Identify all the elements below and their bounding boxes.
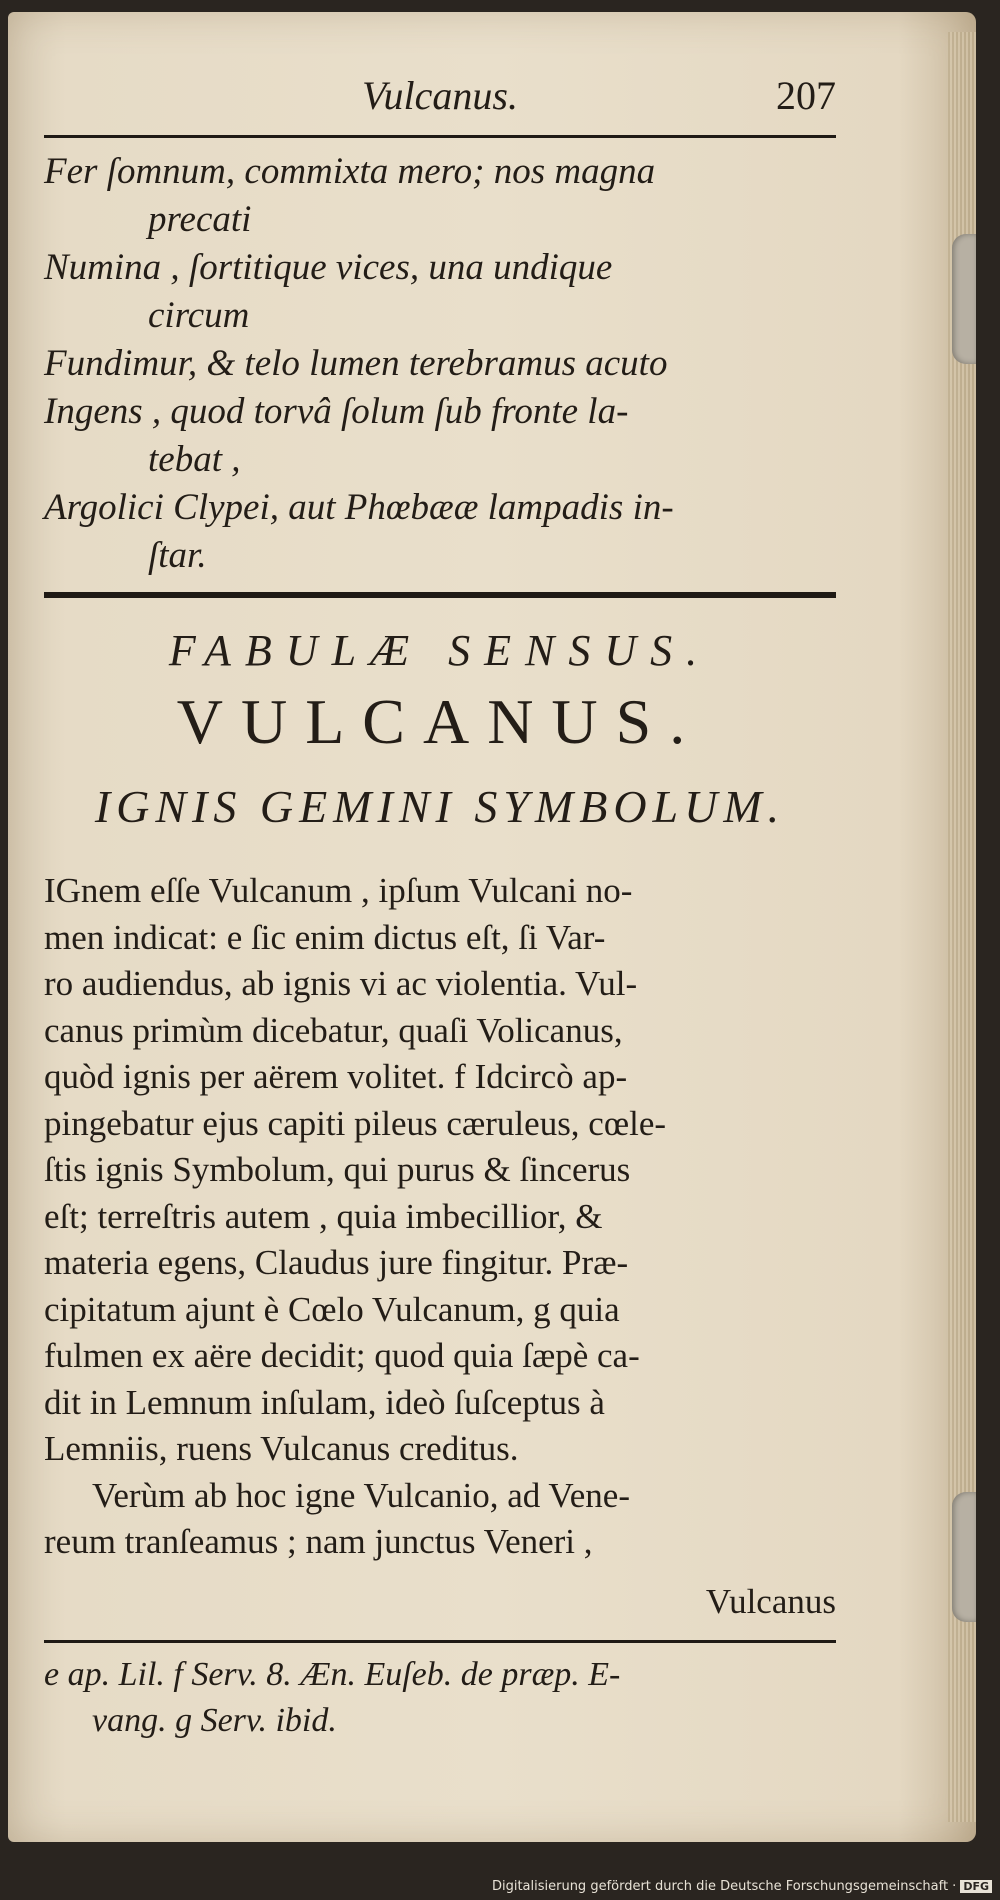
verse-line: tebat ,	[148, 439, 241, 480]
footnote-rule	[44, 1640, 836, 1643]
footnote-line: e ap. Lil. f Serv. 8. Æn. Euſeb. de præp. E-	[44, 1656, 621, 1693]
digitization-attribution	[492, 1879, 992, 1894]
body-line: fulmen ex aëre decidit; quod quia ſæpè ca-	[44, 1336, 640, 1375]
verse-line: Fundimur, & telo lumen terebramus acuto	[44, 343, 668, 384]
verse-line: circum	[148, 295, 250, 336]
verse-line: Ingens , quod torvâ ſolum ſub fronte la-	[44, 391, 629, 432]
body-line: Lemniis, ruens Vulcanus creditus.	[44, 1429, 519, 1468]
running-head	[44, 68, 836, 128]
page-number: 207	[776, 73, 836, 118]
body-line: materia egens, Claudus jure fingitur. Præ-	[44, 1243, 629, 1282]
page-clip-bottom	[952, 1492, 976, 1622]
body-line: dit in Lemnum inſulam, ideò ſuſceptus à	[44, 1382, 605, 1422]
body-line: ro audiendus, ab ignis vi ac violentia. Vul-	[44, 964, 638, 1003]
running-title: Vulcanus.	[362, 73, 518, 118]
verse-line: Fer ſomnum, commixta mero; nos magna	[44, 151, 656, 192]
body-line: canus primùm dicebatur, quaſi Volicanus,	[44, 1010, 623, 1050]
dfg-logo: DFG	[960, 1880, 992, 1893]
catchword: Vulcanus	[705, 1582, 836, 1621]
body-line: quòd ignis per aërem volitet. f Idcircò ap-	[44, 1057, 628, 1096]
body-line: men indicat: e ſic enim dictus eſt, ſi Var-	[44, 917, 606, 957]
body-line: pingebatur ejus capiti pileus cæruleus, cœle-	[44, 1103, 667, 1143]
body-line: IGnem eſſe Vulcanum , ipſum Vulcani no-	[44, 871, 633, 910]
body-line: reum tranſeamus ; nam junctus Veneri ,	[44, 1522, 593, 1561]
verse-line: precati	[148, 199, 252, 240]
body-text	[44, 868, 834, 1566]
verse-block	[44, 148, 844, 580]
sub-title: IGNIS GEMINI SYMBOLUM.	[94, 781, 786, 832]
body-line: cipitatum ajunt è Cœlo Vulcanum, g quia	[44, 1289, 620, 1329]
footnotes	[44, 1652, 834, 1744]
body-line: Verùm ab hoc igne Vulcanio, ad Vene-	[92, 1475, 630, 1515]
body-line: ſtis ignis Symbolum, qui purus & ſincerus	[44, 1150, 631, 1189]
section-heading: FABULÆ SENSUS.	[168, 626, 712, 675]
attribution-text: Digitalisierung gefördert durch die Deutsche Forschungsgemeinschaft ·	[491, 1879, 957, 1894]
verse-line: Argolici Clypei, aut Phœbææ lampadis in-	[44, 487, 674, 528]
verse-line: Numina , ſortitique vices, una undique	[44, 247, 613, 288]
header-rule	[44, 135, 836, 138]
verse-line: ſtar.	[148, 535, 207, 576]
body-line: eſt; terreſtris autem , quia imbecillior, &	[44, 1196, 603, 1236]
main-title: VULCANUS.	[176, 686, 704, 757]
section-rule	[44, 592, 836, 598]
page-clip-top	[952, 234, 976, 364]
footnote-line: vang. g Serv. ibid.	[92, 1702, 337, 1739]
